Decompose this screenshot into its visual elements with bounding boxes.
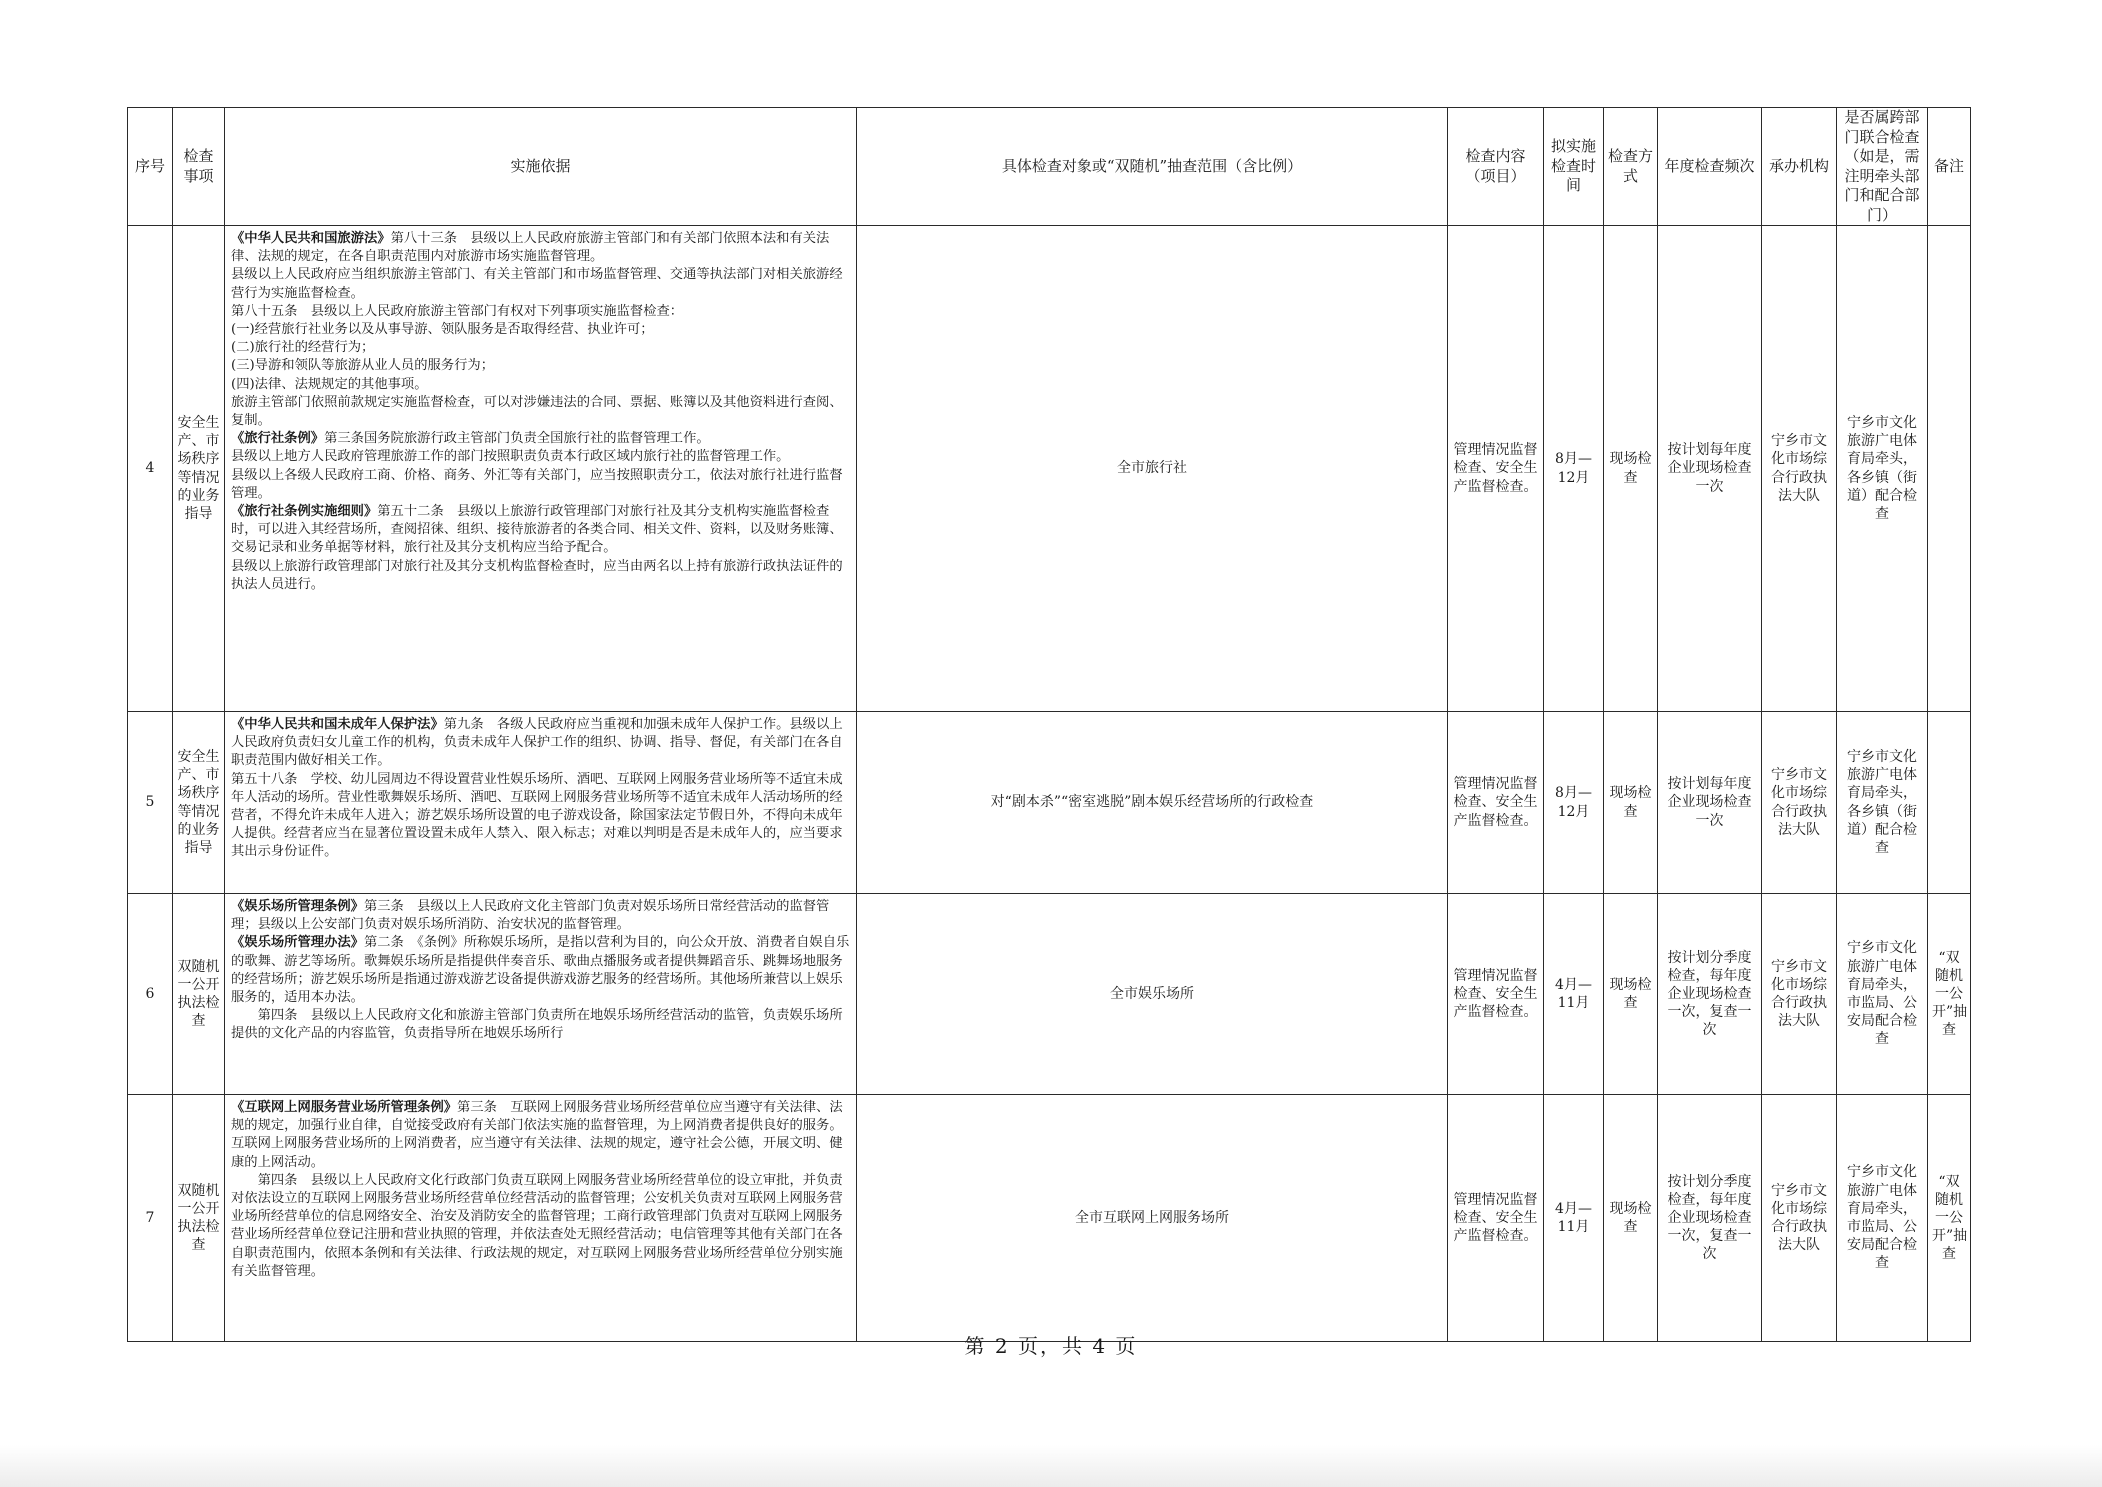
cell-remark: [1928, 712, 1971, 894]
basis-paragraph: [231, 716, 850, 771]
basis-text: (四)法律、法规规定的其他事项。: [231, 376, 428, 392]
header-item: 检查事项: [173, 108, 225, 226]
cell-scope: 全市旅行社: [857, 226, 1448, 712]
cell-content: 管理情况监督检查、安全生产监督检查。: [1448, 712, 1544, 894]
basis-paragraph: [231, 1172, 850, 1281]
law-title: 《旅行社条例实施细则》: [231, 504, 378, 520]
header-scope: 具体检查对象或“双随机”抽查范围（含比例）: [857, 108, 1448, 226]
basis-text: 第八十五条 县级以上人民政府旅游主管部门有权对下列事项实施监督检查：: [231, 303, 684, 319]
cell-method: 现场检查: [1604, 1095, 1658, 1342]
basis-text: 县级以上各级人民政府工商、价格、商务、外汇等有关部门，应当按照职责分工，依法对旅行社进行监督管理。: [231, 467, 843, 501]
cell-basis: [225, 712, 857, 894]
header-time: 拟实施检查时间: [1544, 108, 1604, 226]
basis-text: 第三条国务院旅游行政主管部门负责全国旅行社的监督管理工作。: [324, 431, 710, 447]
cell-seq: 6: [128, 894, 173, 1095]
cell-time: 4月—11月: [1544, 894, 1604, 1095]
basis-paragraph: [231, 1135, 850, 1171]
cell-freq: 按计划每年度企业现场检查一次: [1658, 712, 1762, 894]
cell-scope: 对“剧本杀”“密室逃脱”剧本娱乐经营场所的行政检查: [857, 712, 1448, 894]
cell-item: 双随机一公开执法检查: [173, 894, 225, 1095]
cell-org: 宁乡市文化市场综合行政执法大队: [1762, 894, 1837, 1095]
basis-text: 第二条 《条例》所称娱乐场所，是指以营利为目的，向公众开放、消费者自娱自乐的歌舞、游艺等场所。歌舞娱乐场所是指提供伴奏音乐、歌曲点播服务或者提供舞蹈音乐、跳舞场地服务的经营场所；游艺娱乐场所是指通过游戏游艺设备提供游戏游艺服务的经营场所。其他场所兼营以上娱乐服务的，适用本办法。: [231, 935, 850, 1006]
header-joint: 是否属跨部门联合检查（如是，需注明牵头部门和配合部门）: [1837, 108, 1928, 226]
law-title: 《娱乐场所管理条例》: [231, 899, 364, 914]
cell-remark: [1928, 226, 1971, 712]
basis-paragraph: [231, 1099, 850, 1135]
table-row: [128, 712, 1971, 894]
cell-item: 安全生产、市场秩序等情况的业务指导: [173, 226, 225, 712]
basis-text: 第八十三条 县级以上人民政府旅游主管部门和有关部门依照本法和有关法律、法规的规定，在各自职责范围内对旅游市场实施监督管理。: [231, 231, 830, 265]
cell-seq: 5: [128, 712, 173, 894]
law-title: 《中华人民共和国旅游法》: [231, 231, 391, 246]
table-header-row: [128, 108, 1971, 226]
basis-paragraph: [231, 230, 850, 266]
page-edge-shadow: [0, 1445, 2102, 1487]
cell-time: 8月—12月: [1544, 712, 1604, 894]
cell-method: 现场检查: [1604, 226, 1658, 712]
cell-joint: 宁乡市文化旅游广电体育局牵头，各乡镇（街道）配合检查: [1837, 712, 1928, 894]
cell-item: 双随机一公开执法检查: [173, 1095, 225, 1342]
cell-seq: 7: [128, 1095, 173, 1342]
cell-time: 8月—12月: [1544, 226, 1604, 712]
basis-paragraph: [231, 376, 850, 394]
cell-org: 宁乡市文化市场综合行政执法大队: [1762, 226, 1837, 712]
basis-text: (三)导游和领队等旅游从业人员的服务行为；: [231, 358, 495, 374]
basis-paragraph: [231, 303, 850, 321]
page-number: 第 2 页，共 4 页: [964, 1334, 1138, 1358]
header-content: 检查内容（项目）: [1448, 108, 1544, 226]
basis-text: (一)经营旅行社业务以及从事导游、领队服务是否取得经营、执业许可；: [231, 322, 654, 338]
cell-freq: 按计划分季度检查，每年度企业现场检查一次，复查一次: [1658, 1095, 1762, 1342]
basis-paragraph: [231, 898, 850, 934]
header-method: 检查方式: [1604, 108, 1658, 226]
header-freq: 年度检查频次: [1658, 108, 1762, 226]
basis-text: 第四条 县级以上人民政府文化和旅游主管部门负责所在地娱乐场所经营活动的监管，负责娱乐场所提供的文化产品的内容监管，负责指导所在地娱乐场所行: [231, 1008, 843, 1042]
cell-freq: 按计划每年度企业现场检查一次: [1658, 226, 1762, 712]
cell-basis: [225, 894, 857, 1095]
basis-paragraph: [231, 1007, 850, 1043]
cell-basis: [225, 226, 857, 712]
law-title: 《互联网上网服务营业场所管理条例》: [231, 1100, 458, 1115]
cell-org: 宁乡市文化市场综合行政执法大队: [1762, 1095, 1837, 1342]
cell-joint: 宁乡市文化旅游广电体育局牵头，市监局、公安局配合检查: [1837, 894, 1928, 1095]
table-row: [128, 226, 1971, 712]
basis-paragraph: [231, 503, 850, 558]
cell-basis: [225, 1095, 857, 1342]
cell-content: 管理情况监督检查、安全生产监督检查。: [1448, 894, 1544, 1095]
table-body: [128, 226, 1971, 1342]
basis-text: 第三条 县级以上人民政府文化主管部门负责对娱乐场所日常经营活动的监督管理；县级以上公安部门负责对娱乐场所消防、治安状况的监督管理。: [231, 899, 830, 933]
cell-freq: 按计划分季度检查，每年度企业现场检查一次，复查一次: [1658, 894, 1762, 1095]
basis-paragraph: [231, 266, 850, 302]
cell-org: 宁乡市文化市场综合行政执法大队: [1762, 712, 1837, 894]
basis-paragraph: [231, 467, 850, 503]
cell-remark: “双随机一公开”抽查: [1928, 1095, 1971, 1342]
cell-seq: 4: [128, 226, 173, 712]
basis-paragraph: [231, 357, 850, 375]
basis-paragraph: [231, 430, 850, 448]
basis-paragraph: [231, 394, 850, 430]
basis-paragraph: [231, 558, 850, 594]
cell-content: 管理情况监督检查、安全生产监督检查。: [1448, 1095, 1544, 1342]
law-title: 《娱乐场所管理办法》: [231, 935, 364, 951]
cell-item: 安全生产、市场秩序等情况的业务指导: [173, 712, 225, 894]
basis-text: 第五十八条 学校、幼儿园周边不得设置营业性娱乐场所、酒吧、互联网上网服务营业场所等不适宜未成年人活动的场所。营业性歌舞娱乐场所、酒吧、互联网上网服务营业场所等不适宜未成年人活动场所的经营者，不得允许未成年人进入；游艺娱乐场所设置的电子游戏设备，除国家法定节假日外，不得向未成年人提供。经营者应当在显著位置设置未成年人禁入、限入标志；对难以判明是否是未成年人的，应当要求其出示身份证件。: [231, 771, 843, 860]
inspection-plan-table: [127, 107, 1971, 1342]
law-title: 《旅行社条例》: [231, 431, 325, 447]
basis-text: 第五十二条 县级以上旅游行政管理部门对旅行社及其分支机构实施监督检查时，可以进入其经营场所，查阅招徕、组织、接待旅游者的各类合同、相关文件、资料，以及财务账簿、交易记录和业务单据等材料，旅行社及其分支机构应当给予配合。: [231, 504, 843, 556]
basis-text: 第四条 县级以上人民政府文化行政部门负责互联网上网服务营业场所经营单位的设立审批，并负责对依法设立的互联网上网服务营业场所经营单位经营活动的监督管理；公安机关负责对互联网上网服务营业场所经营单位的信息网络安全、治安及消防安全的监督管理；工商行政管理部门负责对互联网上网服务营业场所经营单位登记注册和营业执照的管理，并依法查处无照经营活动；电信管理等其他有关部门在各自职责范围内，依照本条例和有关法律、行政法规的规定，对互联网上网服务营业场所经营单位分别实施有关监督管理。: [231, 1172, 843, 1279]
cell-joint: 宁乡市文化旅游广电体育局牵头，各乡镇（街道）配合检查: [1837, 226, 1928, 712]
header-basis: 实施依据: [225, 108, 857, 226]
basis-text: 互联网上网服务营业场所的上网消费者，应当遵守有关法律、法规的规定，遵守社会公德，开展文明、健康的上网活动。: [231, 1136, 843, 1170]
header-org: 承办机构: [1762, 108, 1837, 226]
cell-method: 现场检查: [1604, 894, 1658, 1095]
basis-paragraph: [231, 771, 850, 862]
basis-paragraph: [231, 339, 850, 357]
basis-text: 县级以上人民政府应当组织旅游主管部门、有关主管部门和市场监督管理、交通等执法部门对相关旅游经营行为实施监督检查。: [231, 267, 843, 301]
basis-text: 第三条 互联网上网服务营业场所经营单位应当遵守有关法律、法规的规定，加强行业自律，自觉接受政府有关部门依法实施的监督管理，为上网消费者提供良好的服务。: [231, 1100, 843, 1134]
basis-paragraph: [231, 321, 850, 339]
table-row: [128, 1095, 1971, 1342]
basis-text: 县级以上旅游行政管理部门对旅行社及其分支机构监督检查时，应当由两名以上持有旅游行政执法证件的执法人员进行。: [231, 558, 843, 592]
cell-remark: “双随机一公开”抽查: [1928, 894, 1971, 1095]
cell-scope: 全市互联网上网服务场所: [857, 1095, 1448, 1342]
cell-content: 管理情况监督检查、安全生产监督检查。: [1448, 226, 1544, 712]
table-row: [128, 894, 1971, 1095]
cell-scope: 全市娱乐场所: [857, 894, 1448, 1095]
basis-text: 第九条 各级人民政府应当重视和加强未成年人保护工作。县级以上人民政府负责妇女儿童工作的机构，负责未成年人保护工作的组织、协调、指导、督促，有关部门在各自职责范围内做好相关工作。: [231, 717, 843, 769]
header-seq: 序号: [128, 108, 173, 226]
cell-method: 现场检查: [1604, 712, 1658, 894]
basis-text: (二)旅行社的经营行为；: [231, 340, 375, 356]
cell-joint: 宁乡市文化旅游广电体育局牵头，市监局、公安局配合检查: [1837, 1095, 1928, 1342]
basis-text: 旅游主管部门依照前款规定实施监督检查，可以对涉嫌违法的合同、票据、账簿以及其他资料进行查阅、复制。: [231, 394, 843, 429]
law-title: 《中华人民共和国未成年人保护法》: [231, 717, 444, 732]
cell-time: 4月—11月: [1544, 1095, 1604, 1342]
basis-paragraph: [231, 934, 850, 1007]
basis-text: 县级以上地方人民政府管理旅游工作的部门按照职责负责本行政区域内旅行社的监督管理工作。: [231, 449, 790, 465]
header-remark: 备注: [1928, 108, 1971, 226]
basis-paragraph: [231, 448, 850, 466]
